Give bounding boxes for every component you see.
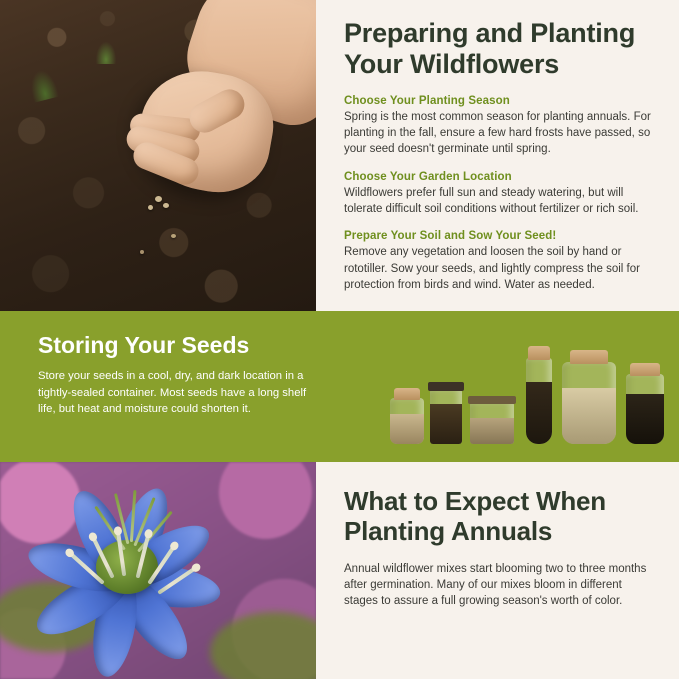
paragraph-planting-season: Spring is the most common season for planting annuals. For planting in the fall, ensure a few hard frosts have passed, so your seed doesn't germinate until spring. xyxy=(344,110,651,156)
seed-jar xyxy=(526,358,552,444)
seed xyxy=(163,203,169,208)
hand-sowing-seeds-photo xyxy=(0,0,316,311)
seed-jar xyxy=(470,402,514,444)
section-two-paragraph: Store your seeds in a cool, dry, and dark location in a tightly-sealed container. Most seeds have a long shelf life, but heat and moisture could shorten it. xyxy=(38,370,307,416)
section-three-title: What to Expect When Planting Annuals xyxy=(344,486,606,547)
seed-jar xyxy=(430,389,462,444)
section-two-title: Storing Your Seeds xyxy=(38,332,250,358)
seed-jar xyxy=(390,398,424,444)
jar-contents xyxy=(526,382,552,444)
section-preparing-and-planting xyxy=(0,0,679,311)
seed xyxy=(155,196,162,202)
paragraph-garden-location: Wildflowers prefer full sun and steady watering, but will tolerate difficult soil conditions without fertilizer or rich soil. xyxy=(344,186,639,215)
jar-lid-icon xyxy=(428,382,464,391)
subheading-garden-location: Choose Your Garden Location xyxy=(344,170,512,183)
subheading-planting-season: Choose Your Planting Season xyxy=(344,94,510,107)
section-one-copy xyxy=(316,0,679,311)
seed xyxy=(171,234,176,238)
section-three-copy xyxy=(316,462,679,679)
paragraph-prepare-soil: Remove any vegetation and loosen the soil by hand or rototiller. Sow your seeds, and lightly compress the soil for protection from birds and wind. Water as needed. xyxy=(344,246,640,291)
jar-contents xyxy=(390,414,424,444)
seed xyxy=(140,250,144,254)
cork-stopper-icon xyxy=(394,388,420,400)
hand-illustration xyxy=(80,0,316,250)
jar-contents xyxy=(470,418,514,444)
seed-jars-photo xyxy=(330,311,679,462)
jar-contents xyxy=(562,388,616,444)
jar-contents xyxy=(430,404,462,444)
jar-contents xyxy=(626,394,664,444)
cork-stopper-icon xyxy=(630,363,660,376)
section-storing-your-seeds xyxy=(0,311,679,462)
blue-flower-photo xyxy=(0,462,316,679)
jar-lid-icon xyxy=(468,396,516,404)
cork-stopper-icon xyxy=(528,346,550,360)
section-three-paragraph: Annual wildflower mixes start blooming two to three months after germination. Many of our mixes bloom in different stages to assure a full growing season's worth of color. xyxy=(344,562,647,608)
seed xyxy=(148,205,153,210)
section-what-to-expect xyxy=(0,462,679,679)
subheading-prepare-soil: Prepare Your Soil and Sow Your Seed! xyxy=(344,230,557,243)
seed-jar xyxy=(626,374,664,444)
seed-jar xyxy=(562,362,616,444)
section-one-title: Preparing and Planting Your Wildflowers xyxy=(344,18,636,80)
cork-stopper-icon xyxy=(570,350,608,364)
nigella-bloom xyxy=(22,480,272,675)
section-two-copy xyxy=(0,311,330,462)
